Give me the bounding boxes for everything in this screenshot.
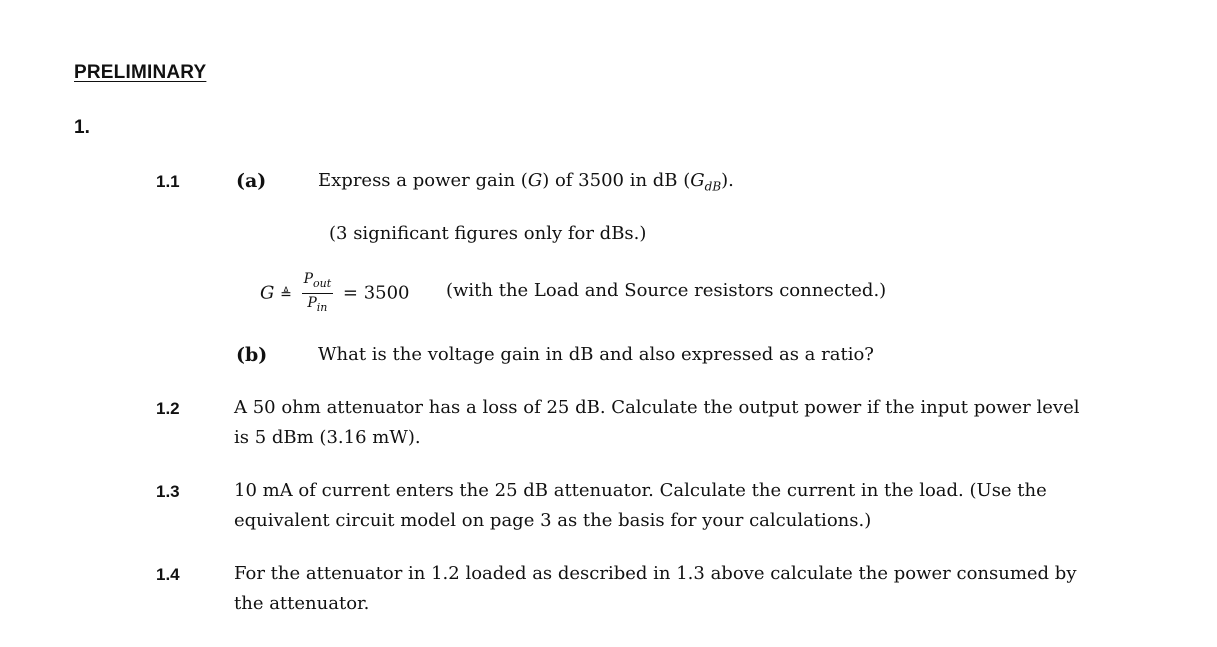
q1-2-text: A 50 ohm attenuator has a loss of 25 dB. Calculate the output power if the input power level is 5 dBm (3.16 mW). <box>234 397 1080 448</box>
q1-3-number: 1.3 <box>156 482 180 501</box>
fraction-denominator: $P_{in}$ <box>307 294 328 314</box>
part-a-text-after: ). <box>721 170 734 191</box>
gain-db-symbol: G <box>690 170 705 191</box>
gain-formula <box>260 270 410 317</box>
gain-db-subscript: dB <box>704 179 722 194</box>
power-ratio-fraction <box>302 270 334 317</box>
q1-1-part-a-note: (3 significant figures only for dBs.) <box>329 223 647 244</box>
q1-3-text: 10 mA of current enters the 25 dB attenuator. Calculate the current in the load. (Use the equivalent circuit model on page 3 as the basis for your calculations.) <box>234 480 1047 531</box>
formula-lhs: G <box>260 282 275 304</box>
q1-1-part-b-text: What is the voltage gain in dB and also expressed as a ratio? <box>318 344 874 365</box>
q1-4-number: 1.4 <box>156 565 180 584</box>
gain-symbol: G <box>527 170 543 191</box>
q1-1-part-a-text <box>318 166 734 202</box>
formula-note: (with the Load and Source resistors connected.) <box>446 280 887 301</box>
section-heading: PRELIMINARY <box>74 62 207 83</box>
formula-definition-symbol: ≜ <box>280 286 292 303</box>
q1-1-part-b-label: (b) <box>236 344 268 366</box>
q1-2-number: 1.2 <box>156 399 180 418</box>
part-a-text-before: Express a power gain ( <box>318 170 528 191</box>
fraction-numerator: $P_{out}$ <box>302 270 334 294</box>
question-number: 1. <box>74 117 90 138</box>
part-a-text-mid: ) of 3500 in dB ( <box>542 170 691 191</box>
q1-1-number: 1.1 <box>156 172 180 191</box>
formula-equals: = 3500 <box>342 282 410 304</box>
q1-4-text: For the attenuator in 1.2 loaded as described in 1.3 above calculate the power consumed by the attenuator. <box>234 563 1077 614</box>
q1-1-part-a-label: (a) <box>236 170 267 192</box>
